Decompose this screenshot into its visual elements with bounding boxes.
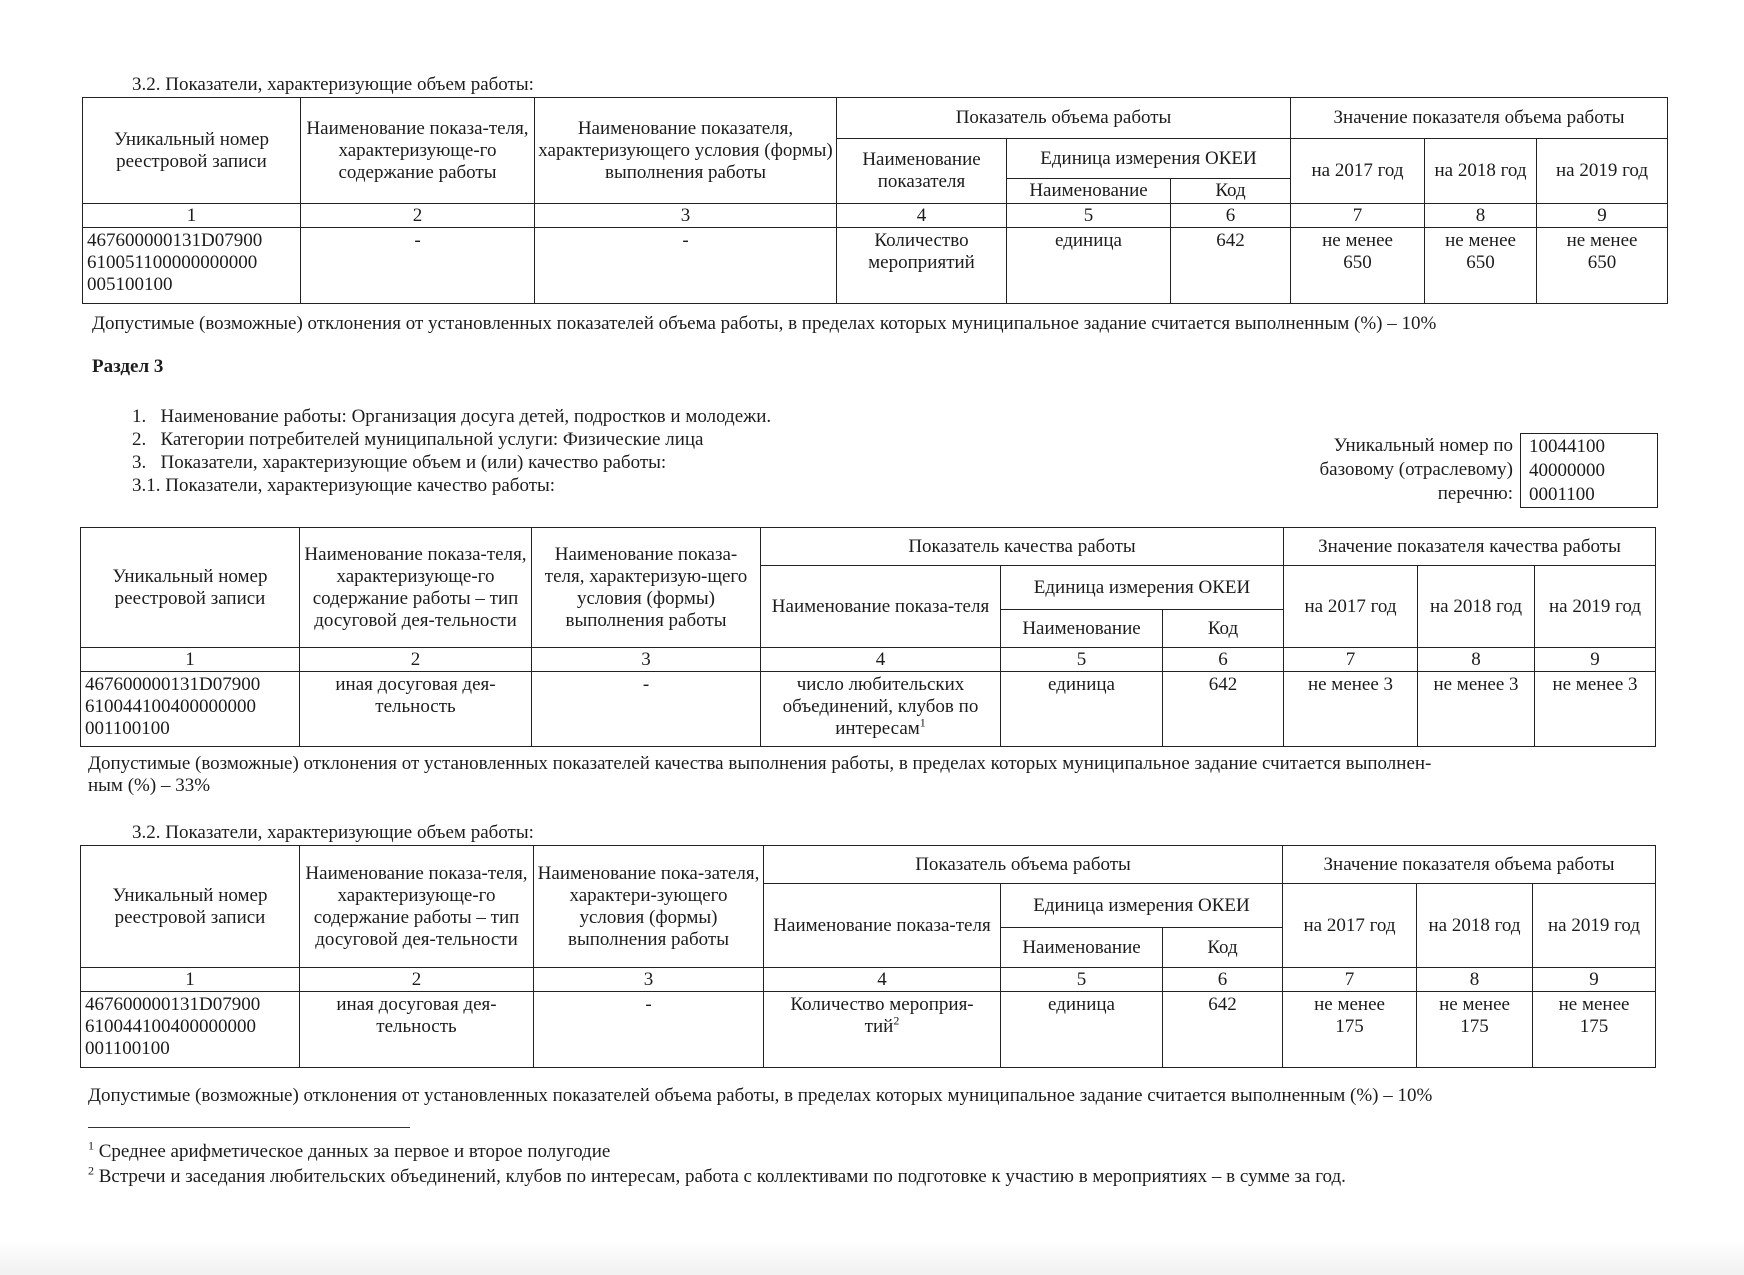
cell-unique-number [83, 228, 301, 304]
value-line: 650 [1466, 252, 1495, 273]
unique-number-line: 610051100000000000 [87, 252, 258, 273]
cell-content [300, 672, 532, 747]
footnote-marker: 1 [88, 1138, 94, 1153]
unique-number-line: 001100100 [85, 718, 170, 739]
column-number: 9 [1535, 648, 1656, 672]
cell-unit-code: 642 [1171, 228, 1291, 304]
header-okei-code: Код [1171, 179, 1291, 204]
footnote-marker: 2 [88, 1163, 94, 1178]
header-content-indicator: Наименование показа-теля, характеризующе-го содержание работы – тип досуговой дея-тельности [300, 528, 532, 648]
header-unique-number: Уникальный номер реестровой записи [83, 98, 301, 204]
indicator-name-text: интересам [835, 718, 920, 739]
column-number: 5 [1001, 648, 1163, 672]
value-line: 175 [1460, 1016, 1489, 1037]
header-content-indicator: Наименование показа-теля, характеризующе-го содержание работы – тип досуговой дея-тельности [300, 846, 534, 968]
base-list-number [1521, 434, 1658, 508]
column-number: 7 [1283, 968, 1417, 992]
scan-edge-shadow [0, 1240, 1744, 1275]
footnote-divider [88, 1127, 410, 1128]
footnote-text: Среднее арифметическое данных за первое и второе полугодие [94, 1141, 611, 1162]
header-2019: на 2019 год [1533, 884, 1656, 968]
header-okei: Единица измерения ОКЕИ [1007, 139, 1291, 179]
value-line: не менее [1439, 994, 1510, 1015]
cell-unit-code: 642 [1163, 672, 1284, 747]
header-volume-group: Показатель объема работы [837, 98, 1291, 139]
column-number: 7 [1291, 204, 1425, 228]
column-number: 2 [300, 648, 532, 672]
indicator-name-line: Количество мероприя- [790, 994, 974, 1015]
cell-indicator-name [761, 672, 1001, 747]
indicator-name-line: Количество [874, 230, 969, 251]
footnote-2 [88, 1163, 1346, 1188]
cell-condition: - [534, 992, 764, 1068]
header-values-group: Значение показателя качества работы [1284, 528, 1656, 566]
column-number: 4 [761, 648, 1001, 672]
column-number: 8 [1417, 968, 1533, 992]
value-line: не менее [1558, 994, 1630, 1015]
footnote-marker: 2 [893, 1013, 900, 1028]
cell-content: - [301, 228, 535, 304]
content-line: иная досуговая дея- [335, 674, 496, 695]
cell-value-2017 [1291, 228, 1425, 304]
unique-number-line: 467600000131D07900 [85, 674, 261, 695]
base-list-label-line: перечню: [1437, 483, 1513, 504]
header-unique-number: Уникальный номер реестровой записи [81, 846, 300, 968]
column-number: 3 [535, 204, 837, 228]
value-line: не менее [1322, 230, 1393, 251]
header-okei: Единица измерения ОКЕИ [1001, 884, 1283, 928]
work-name-item: 1. Наименование работы: Организация досуга детей, подростков и молодежи. [132, 406, 772, 427]
quality-indicators-title: 3.1. Показатели, характеризующие качество работы: [132, 475, 556, 496]
cell-unit-name: единица [1007, 228, 1171, 304]
quality-tolerance-note-line1: Допустимые (возможные) отклонения от установленных показателей качества выполнения работы, в пределах которых муниципальное задание считается выполнен- [88, 753, 1432, 774]
header-volume-group: Показатель объема работы [764, 846, 1283, 884]
column-number: 6 [1163, 648, 1284, 672]
cell-value-2018 [1425, 228, 1537, 304]
consumer-category-item: 2. Категории потребителей муниципальной услуги: Физические лица [132, 429, 704, 450]
indicators-item: 3. Показатели, характеризующие объем и (или) качество работы: [132, 452, 667, 473]
cell-condition: - [535, 228, 837, 304]
header-condition-indicator: Наименование показа-теля, характеризую-щего условия (формы) выполнения работы [532, 528, 761, 648]
column-number: 3 [534, 968, 764, 992]
cell-value-2019 [1533, 992, 1656, 1068]
column-number: 8 [1425, 204, 1537, 228]
indicator-name-line: мероприятий [868, 252, 975, 273]
quality-tolerance-note-line2: ным (%) – 33% [88, 775, 211, 796]
volume-table-title: 3.2. Показатели, характеризующие объем работы: [132, 74, 534, 95]
header-values-group: Значение показателя объема работы [1291, 98, 1668, 139]
column-number: 7 [1284, 648, 1418, 672]
content-line: тельность [375, 696, 456, 717]
column-number: 3 [532, 648, 761, 672]
header-okei: Единица измерения ОКЕИ [1001, 566, 1284, 610]
cell-content [300, 992, 534, 1068]
volume-table-2 [80, 845, 1656, 1068]
cell-indicator-name [837, 228, 1007, 304]
column-number: 9 [1537, 204, 1668, 228]
value-line: 175 [1579, 1016, 1609, 1037]
base-list-number-line: 40000000 [1529, 460, 1605, 481]
table-row [83, 228, 1668, 304]
header-okei-code: Код [1163, 610, 1284, 648]
column-number: 8 [1418, 648, 1535, 672]
footnote-marker: 1 [919, 715, 926, 730]
content-line: тельность [376, 1016, 457, 1037]
cell-value-2018 [1417, 992, 1533, 1068]
base-list-number-box [1520, 433, 1658, 508]
indicator-name-line: объединений, клубов по [782, 696, 979, 717]
cell-unique-number [81, 672, 300, 747]
column-number: 1 [83, 204, 301, 228]
table-row [81, 992, 1656, 1068]
base-list-label-line: базовому (отраслевому) [1319, 459, 1513, 480]
indicator-name-line: число любительских [796, 674, 965, 695]
column-number: 1 [81, 648, 300, 672]
content-line: иная досуговая дея- [336, 994, 497, 1015]
header-content-indicator: Наименование показа-теля, характеризующе-го содержание работы [301, 98, 535, 204]
header-indicator-name: Наименование показа-теля [764, 884, 1001, 968]
cell-value-2019 [1537, 228, 1668, 304]
header-condition-indicator: Наименование пока-зателя, характери-зующего условия (формы) выполнения работы [534, 846, 764, 968]
column-number: 5 [1007, 204, 1171, 228]
volume-tolerance-note-2: Допустимые (возможные) отклонения от установленных показателей объема работы, в пределах которых муниципальное задание считается выполненным (%) – 10% [88, 1085, 1433, 1106]
header-quality-group: Показатель качества работы [761, 528, 1284, 566]
cell-value-2019: не менее 3 [1535, 672, 1656, 747]
volume-table [82, 97, 1668, 304]
base-list-label [1280, 434, 1513, 506]
footnote-1 [88, 1138, 611, 1163]
header-2017: на 2017 год [1284, 566, 1418, 648]
header-2019: на 2019 год [1535, 566, 1656, 648]
cell-unit-code: 642 [1163, 992, 1283, 1068]
column-number: 9 [1533, 968, 1656, 992]
cell-value-2017 [1283, 992, 1417, 1068]
unique-number-line: 467600000131D07900 [87, 230, 263, 251]
header-okei-name: Наименование [1001, 928, 1163, 968]
value-line: 650 [1587, 252, 1617, 273]
unique-number-line: 005100100 [87, 274, 173, 295]
column-number: 2 [300, 968, 534, 992]
cell-value-2017: не менее 3 [1284, 672, 1418, 747]
value-line: не менее [1314, 994, 1385, 1015]
indicator-name-line [767, 1013, 997, 1038]
value-line: не менее [1566, 230, 1638, 251]
header-2017: на 2017 год [1291, 139, 1425, 204]
column-number: 6 [1171, 204, 1291, 228]
header-2018: на 2018 год [1418, 566, 1535, 648]
unique-number-line: 610044100400000000 [85, 1016, 256, 1037]
header-okei-name: Наименование [1001, 610, 1163, 648]
quality-table [80, 527, 1656, 747]
header-unique-number: Уникальный номер реестровой записи [81, 528, 300, 648]
header-okei-name: Наименование [1007, 179, 1171, 204]
cell-value-2018: не менее 3 [1418, 672, 1535, 747]
volume-tolerance-note: Допустимые (возможные) отклонения от установленных показателей объема работы, в пределах которых муниципальное задание считается выполненным (%) – 10% [92, 313, 1437, 334]
header-indicator-name: Наименование показателя [837, 139, 1007, 204]
header-2018: на 2018 год [1417, 884, 1533, 968]
cell-unit-name: единица [1001, 672, 1163, 747]
base-list-label-line: Уникальный номер по [1333, 435, 1513, 456]
header-condition-indicator: Наименование показателя, характеризующего условия (формы) выполнения работы [535, 98, 837, 204]
unique-number-line: 467600000131D07900 [85, 994, 261, 1015]
column-number: 4 [837, 204, 1007, 228]
header-2019: на 2019 год [1537, 139, 1668, 204]
value-line: не менее [1445, 230, 1516, 251]
unique-number-line: 610044100400000000 [85, 696, 256, 717]
header-2017: на 2017 год [1283, 884, 1417, 968]
footnote-text: Встречи и заседания любительских объединений, клубов по интересам, работа с коллективами по подготовке к участию в мероприятиях – в сумме за год. [94, 1166, 1346, 1187]
column-number: 5 [1001, 968, 1163, 992]
table-row [81, 672, 1656, 747]
value-line: 650 [1343, 252, 1372, 273]
column-number: 1 [81, 968, 300, 992]
section-heading: Раздел 3 [92, 356, 164, 377]
indicator-name-line [764, 715, 997, 740]
column-number: 6 [1163, 968, 1283, 992]
header-2018: на 2018 год [1425, 139, 1537, 204]
column-number: 4 [764, 968, 1001, 992]
cell-unit-name: единица [1001, 992, 1163, 1068]
header-indicator-name: Наименование показа-теля [761, 566, 1001, 648]
volume-table-title-2: 3.2. Показатели, характеризующие объем работы: [132, 822, 534, 843]
cell-condition: - [532, 672, 761, 747]
unique-number-line: 001100100 [85, 1038, 170, 1059]
base-list-number-line: 0001100 [1529, 484, 1595, 505]
value-line: 175 [1335, 1016, 1364, 1037]
column-number: 2 [301, 204, 535, 228]
cell-indicator-name [764, 992, 1001, 1068]
header-values-group: Значение показателя объема работы [1283, 846, 1656, 884]
base-list-number-line: 10044100 [1529, 436, 1605, 457]
header-okei-code: Код [1163, 928, 1283, 968]
cell-unique-number [81, 992, 300, 1068]
indicator-name-text: тий [864, 1016, 894, 1037]
